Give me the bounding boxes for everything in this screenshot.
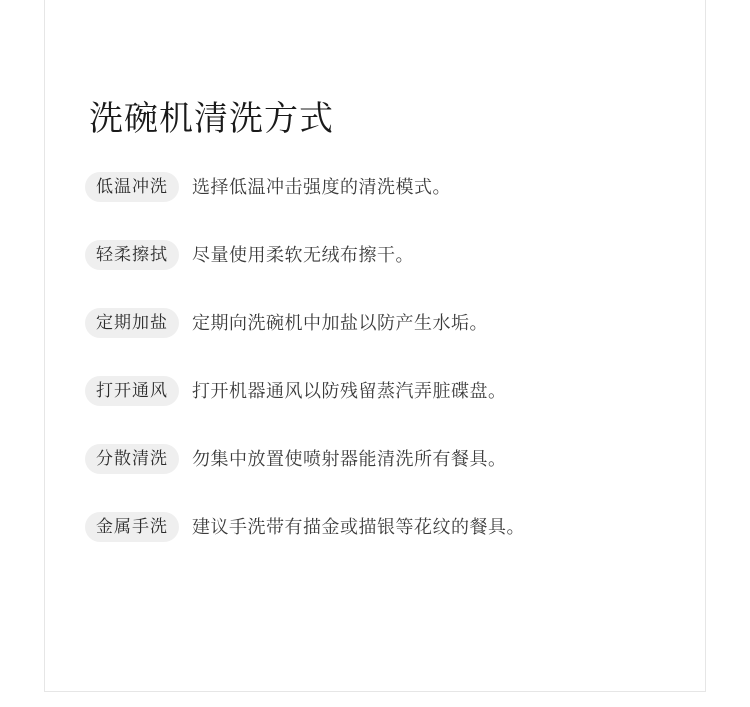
- item-description: 建议手洗带有描金或描银等花纹的餐具。: [192, 517, 525, 537]
- list-item: [85, 372, 665, 410]
- list-item: [85, 440, 665, 478]
- item-tag: 金属手洗: [85, 512, 179, 542]
- list-item: [85, 508, 665, 546]
- tips-list: [85, 168, 665, 576]
- content-card: [44, 0, 706, 692]
- item-description: 尽量使用柔软无绒布擦干。: [192, 245, 414, 265]
- item-tag: 分散清洗: [85, 444, 179, 474]
- item-tag: 打开通风: [85, 376, 179, 406]
- list-item: [85, 304, 665, 342]
- item-description: 勿集中放置使喷射器能清洗所有餐具。: [192, 449, 507, 469]
- item-description: 定期向洗碗机中加盐以防产生水垢。: [192, 313, 488, 333]
- item-description: 选择低温冲击强度的清洗模式。: [192, 177, 451, 197]
- list-item: [85, 168, 665, 206]
- page-title: 洗碗机清洗方式: [89, 99, 334, 138]
- item-tag: 低温冲洗: [85, 172, 179, 202]
- item-description: 打开机器通风以防残留蒸汽弄脏碟盘。: [192, 381, 507, 401]
- item-tag: 定期加盐: [85, 308, 179, 338]
- list-item: [85, 236, 665, 274]
- item-tag: 轻柔擦拭: [85, 240, 179, 270]
